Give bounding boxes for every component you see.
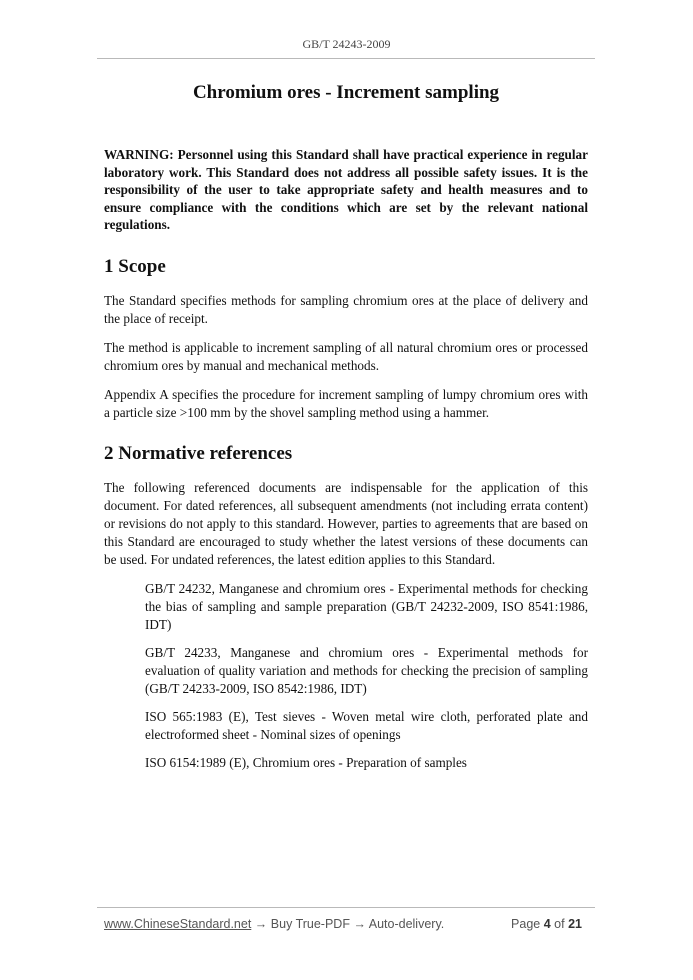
auto-delivery-text: Auto-delivery. bbox=[368, 917, 445, 931]
site-link[interactable]: www.ChineseStandard.net bbox=[104, 917, 252, 931]
references-intro-paragraph: The following referenced documents are indispensable for the application of this document. For dated references, all subsequent amendments (not including errata content) or revisions do not apply to this standard. However, parties to agreements that are based on this Standard are encouraged to study whether the latest versions of these documents can be used. For undated references, the latest edition applies to this Standard. bbox=[104, 479, 588, 567]
reference-item: GB/T 24232, Manganese and chromium ores - Experimental methods for checking the bias of sampling and sample preparation (GB/T 24232-2009, ISO 8541:1986, IDT) bbox=[145, 580, 588, 632]
page-content bbox=[104, 82, 588, 782]
reference-item: GB/T 24233, Manganese and chromium ores - Experimental methods for evaluation of quality variation and methods for checking the precision of sampling (GB/T 24233-2009, ISO 8542:1986, IDT) bbox=[145, 644, 588, 696]
page-total: 21 bbox=[568, 917, 582, 931]
scope-paragraph-3: Appendix A specifies the procedure for increment sampling of lumpy chromium ores with a particle size >100 mm by the shovel sampling method using a hammer. bbox=[104, 386, 588, 420]
section-heading-scope: 1 Scope bbox=[104, 255, 166, 277]
page-number bbox=[511, 917, 582, 931]
footer-divider bbox=[97, 907, 595, 908]
scope-paragraph-1: The Standard specifies methods for sampling chromium ores at the place of delivery and the place of receipt. bbox=[104, 292, 588, 326]
section-heading-normative-references: 2 Normative references bbox=[104, 442, 293, 464]
arrow-right-icon: → bbox=[353, 917, 366, 931]
reference-item: ISO 565:1983 (E), Test sieves - Woven metal wire cloth, perforated plate and electroformed sheet - Nominal sizes of openings bbox=[145, 708, 588, 742]
running-header: GB/T 24243-2009 bbox=[302, 37, 391, 51]
arrow-right-icon: → bbox=[254, 917, 268, 931]
page-label: Page bbox=[511, 917, 541, 931]
page-of-label: of bbox=[554, 917, 565, 931]
reference-item: ISO 6154:1989 (E), Chromium ores - Preparation of samples bbox=[145, 754, 467, 770]
buy-true-pdf-text: Buy True-PDF bbox=[270, 917, 350, 931]
scope-paragraph-2: The method is applicable to increment sampling of all natural chromium ores or processed chromium ores by manual and mechanical methods. bbox=[104, 339, 588, 373]
reference-list bbox=[145, 580, 588, 772]
document-title: Chromium ores - Increment sampling bbox=[192, 82, 500, 103]
warning-notice: WARNING: Personnel using this Standard shall have practical experience in regular laboratory work. This Standard does not address all possible safety issues. It is the responsibility of the user to take appropriate safety and health measures and to ensure compliance with the conditions which are set by the relevant national regulations. bbox=[104, 147, 588, 232]
page-current: 4 bbox=[543, 917, 551, 931]
header-divider bbox=[97, 58, 595, 59]
